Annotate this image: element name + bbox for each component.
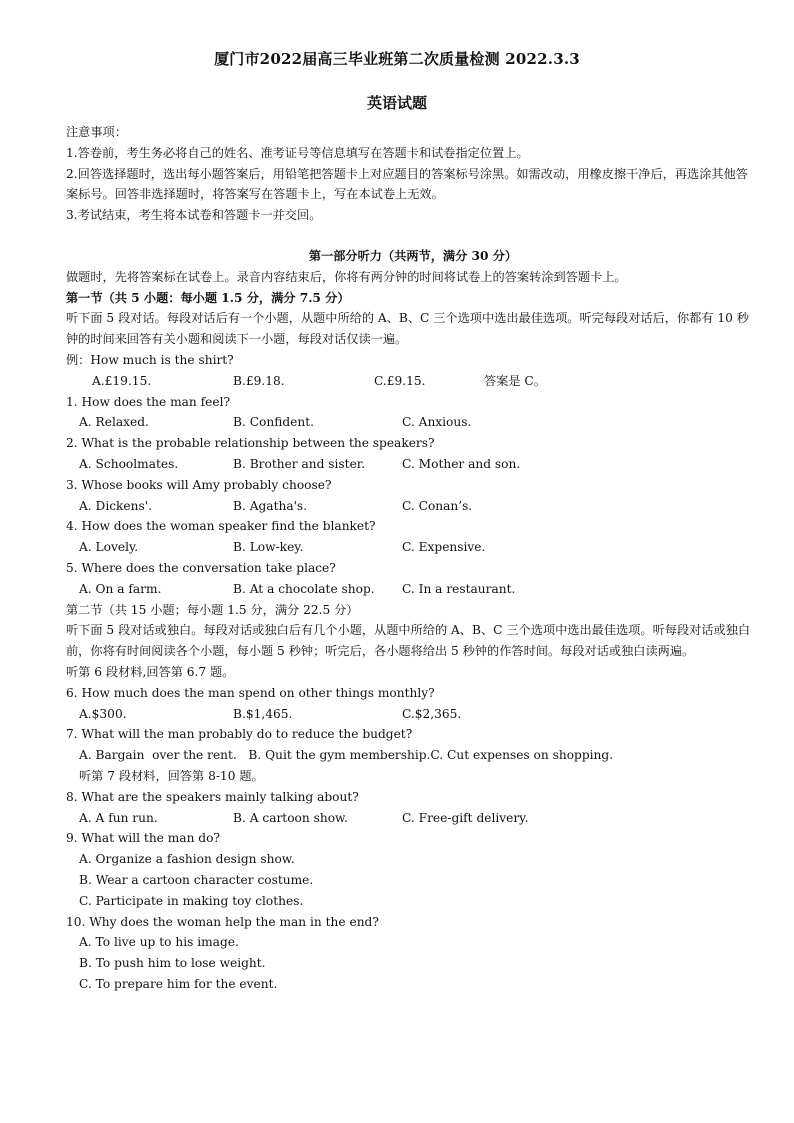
option-c: C. To prepare him for the event. — [79, 976, 278, 991]
question-options — [66, 537, 760, 558]
part1-instruction: 做题时，先将答案标在试卷上。录音内容结束后，你将有两分钟的时间将试卷上的答案转涂到答题卡上。 — [66, 269, 627, 284]
option-c: C. Anxious. — [402, 415, 472, 430]
option-a: A. Dickens'. — [79, 498, 152, 513]
question: 7. What will the man probably do to reduce the budget? — [66, 727, 413, 742]
notice-heading: 注意事项： — [66, 125, 127, 139]
question: 6. How much does the man spend on other things monthly? — [66, 685, 435, 700]
notice-block — [66, 122, 760, 226]
notice-item: 3.考试结束，考生将本试卷和答题卡一并交回。 — [66, 208, 322, 223]
question: 5. Where does the conversation take place? — [66, 560, 336, 575]
option-c: C. In a restaurant. — [402, 581, 516, 596]
option-b: B.£9.18. — [233, 373, 285, 388]
question-options — [66, 579, 760, 600]
exam-subtitle: 英语试题 — [366, 94, 427, 112]
question: 9. What will the man do? — [66, 831, 220, 846]
option-a: A. A fun run. — [79, 810, 158, 825]
option-b: B.$1,465. — [233, 706, 293, 721]
option-a: A. Organize a fashion design show. — [79, 852, 295, 867]
question-options — [66, 496, 760, 517]
exam-title: 厦门市2022届高三毕业班第二次质量检测 2022.3.3 — [214, 50, 580, 68]
question: 2. What is the probable relationship between the speakers? — [66, 436, 435, 451]
option-a: A. On a farm. — [79, 581, 162, 596]
question-options — [66, 808, 760, 829]
question-options — [66, 454, 760, 475]
question: 3. Whose books will Amy probably choose? — [66, 477, 332, 492]
section2-heading: 第二节（共 15 小题；每小题 1.5 分，满分 22.5 分） — [66, 602, 359, 617]
option-a: A. Relaxed. — [79, 415, 149, 430]
question-options: A. Bargain over the rent. B. Quit the gym membership.C. Cut expenses on shopping. — [79, 748, 614, 763]
question: 1. How does the man feel? — [66, 394, 231, 409]
option-b: B. Wear a cartoon character costume. — [79, 872, 314, 887]
option-b: B. Brother and sister. — [233, 456, 366, 471]
material-note: 听第 7 段材料，回答第 8-10 题。 — [79, 768, 264, 783]
option-c: C.£9.15. — [374, 373, 426, 388]
option-b: B. To push him to lose weight. — [79, 956, 266, 971]
option-c: C. Free-gift delivery. — [402, 810, 529, 825]
question: 8. What are the speakers mainly talking about? — [66, 789, 359, 804]
option-b: B. Low-key. — [233, 540, 304, 555]
option-b: B. At a chocolate shop. — [233, 581, 375, 596]
material-note: 听第 6 段材料,回答第 6.7 题。 — [66, 664, 235, 679]
option-a: A. To live up to his image. — [79, 935, 239, 950]
question-options — [66, 704, 760, 725]
option-c: C. Mother and son. — [402, 456, 521, 471]
option-a: A.$300. — [79, 706, 127, 721]
question: 10. Why does the woman help the man in the end? — [66, 914, 379, 929]
question-options — [66, 412, 760, 433]
listening-part — [66, 246, 760, 995]
option-b: B. A cartoon show. — [233, 810, 348, 825]
option-a: A. Schoolmates. — [79, 456, 179, 471]
section1-instruction: 听下面 5 段对话。每段对话后有一个小题，从题中所给的 A、B、C 三个选项中选出最佳选项。听完每段对话后，你都有 10 秒钟的时间来回答有关小题和阅读下一小题，每段对话仅读一遍。 — [66, 311, 749, 347]
option-a: A.£19.15. — [92, 373, 152, 388]
example-options — [66, 371, 760, 392]
option-c: C. Expensive. — [402, 540, 486, 555]
option-c: C. Conan’s. — [402, 498, 473, 513]
example-answer: 答案是 C。 — [484, 373, 546, 388]
notice-item: 2.回答选择题时，选出每小题答案后，用铅笔把答题卡上对应题目的答案标号涂黑。如需改动，用橡皮擦干净后，再选涂其他答案标号。回答非选择题时，将答案写在答题卡上，写在本试卷上无效。 — [66, 166, 748, 202]
option-b: B. Agatha's. — [233, 498, 308, 513]
question: 4. How does the woman speaker find the blanket? — [66, 519, 376, 534]
example-question: 例：How much is the shirt? — [66, 352, 234, 367]
notice-item: 1.答卷前，考生务必将自己的姓名、准考证号等信息填写在答题卡和试卷指定位置上。 — [66, 145, 529, 160]
option-c: C.$2,365. — [402, 706, 462, 721]
option-c: C. Participate in making toy clothes. — [79, 893, 304, 908]
option-a: A. Lovely. — [79, 540, 139, 555]
section1-heading: 第一节（共 5 小题：每小题 1.5 分，满分 7.5 分） — [66, 290, 350, 305]
option-b: B. Confident. — [233, 415, 314, 430]
part1-heading: 第一部分听力（共两节，满分 30 分） — [308, 249, 518, 263]
section2-instruction: 听下面 5 段对话或独白。每段对话或独白后有几个小题，从题中所给的 A、B、C 三个选项中选出最佳选项。听每段对话或独白前，你将有时间阅读各个小题，每小题 5 秒钟；听完后，各小题将给出 5 秒钟的作答时间。每段对话或独白读两遍。 — [66, 623, 751, 659]
